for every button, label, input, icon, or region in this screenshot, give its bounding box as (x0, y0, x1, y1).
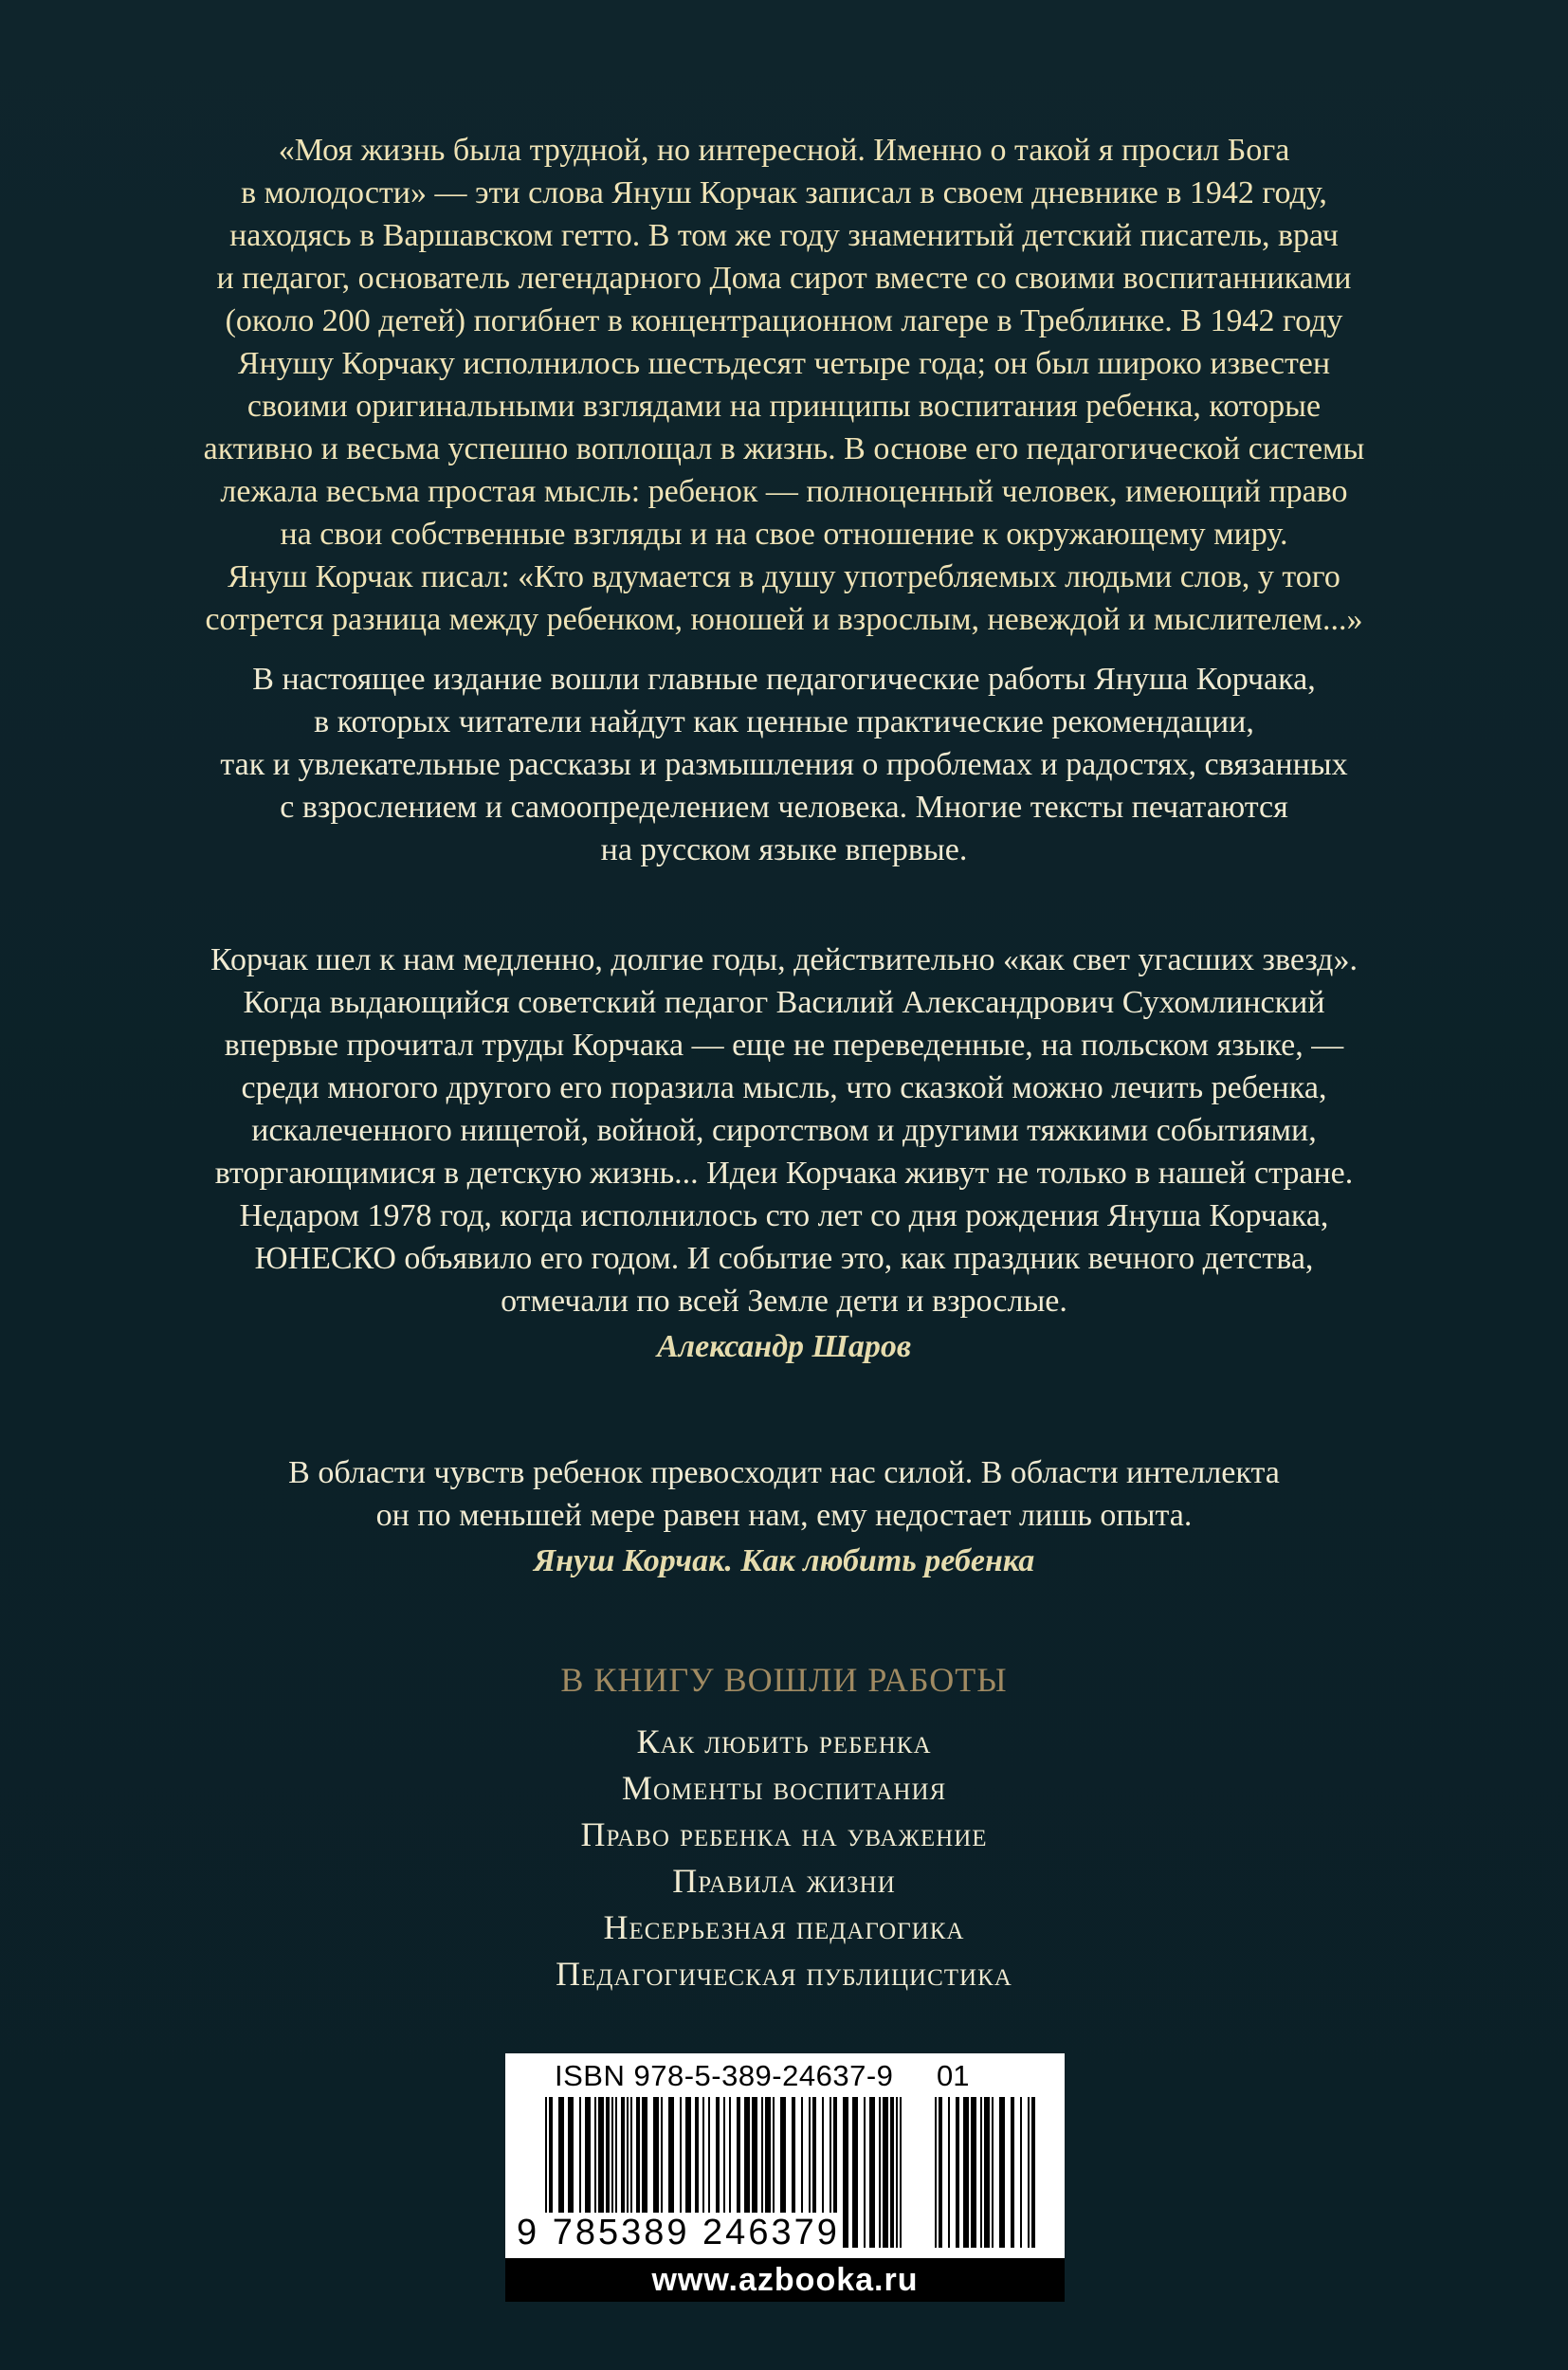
contents-item: Правила жизни (672, 1862, 896, 1900)
text-line: активно и весьма успешно воплощал в жизнь. В основе его педагогической системы (203, 431, 1365, 466)
contents-item: Педагогическая публицистика (556, 1955, 1012, 1993)
text-line: впервые прочитал труды Корчака — еще не переведенные, на польском языке, — (224, 1028, 1344, 1063)
contents-item: Как любить ребенка (636, 1723, 932, 1760)
text-line: с взрослением и самоопределением человека. Многие тексты печатаются (280, 790, 1288, 825)
text-line: Недаром 1978 год, когда исполнилось сто лет со дня рождения Януша Корчака, (239, 1198, 1329, 1233)
text-line: в молодости» — эти слова Януш Корчак записал в своем дневнике в 1942 году, (241, 175, 1327, 210)
text-line: Януш Корчак писал: «Кто вдумается в душу употребляемых людьми слов, у того (228, 559, 1340, 594)
text-line: Корчак шел к нам медленно, долгие годы, действительно «как свет угасших звезд». (210, 942, 1358, 977)
text-line: он по меньшей мере равен нам, ему недостает лишь опыта. (375, 1498, 1193, 1533)
text-line: на свои собственные взгляды и на свое отношение к окружающему миру. (280, 517, 1288, 552)
text-line: среди многого другого его поразила мысль, что сказкой можно лечить ребенка, (241, 1070, 1327, 1105)
text-line: «Моя жизнь была трудной, но интересной. Именно о такой я просил Бога (278, 133, 1290, 168)
text-line: на русском языке впервые. (600, 832, 968, 867)
isbn-barcode (505, 2053, 1065, 2258)
isbn-label: ISBN 978-5-389-24637-9 (555, 2059, 894, 2092)
quote-paragraph (133, 129, 1435, 641)
isbn-digits: 9 785389 246379 (517, 2213, 840, 2252)
text-line: Когда выдающийся советский педагог Василий Александрович Сухомлинский (243, 985, 1325, 1020)
text-line: В настоящее издание вошли главные педагогические работы Януша Корчака, (252, 662, 1316, 697)
text-line: вторгающимися в детскую жизнь... Идеи Корчака живут не только в нашей стране. (214, 1156, 1354, 1191)
text-line: отмечали по всей Земле дети и взрослые. (501, 1284, 1067, 1319)
contents-item: Несерьезная педагогика (603, 1908, 965, 1946)
text-line: в которых читатели найдут как ценные практические рекомендации, (314, 704, 1254, 739)
korczak-quote (133, 1451, 1435, 1582)
intro-paragraph (133, 658, 1435, 871)
contents-heading: В КНИГУ ВОШЛИ РАБОТЫ (560, 1661, 1008, 1699)
text-line: лежала весьма простая мысль: ребенок — полноценный человек, имеющий право (220, 474, 1348, 509)
text-line: искалеченного нищетой, войной, сиротством и другими тяжкими событиями, (251, 1113, 1317, 1148)
text-line: сотрется разница между ребенком, юношей и взрослым, невеждой и мыслителем...» (205, 602, 1363, 637)
website-strip (505, 2258, 1065, 2302)
publisher-website: www.azbooka.ru (651, 2262, 919, 2298)
isbn-addon-label: 01 (937, 2059, 970, 2092)
text-line: своими оригинальными взглядами на принципы воспитания ребенка, которые (246, 389, 1322, 424)
text-line: Янушу Корчаку исполнилось шестьдесят четыре года; он был широко известен (237, 346, 1331, 381)
sharov-paragraph (133, 939, 1435, 1368)
text-line: и педагог, основатель легендарного Дома сирот вместе со своими воспитанниками (216, 261, 1352, 296)
korczak-signature: Януш Корчак. Как любить ребенка (533, 1543, 1035, 1578)
sharov-signature: Александр Шаров (656, 1329, 912, 1364)
text-line: В области чувств ребенок превосходит нас силой. В области интеллекта (288, 1455, 1280, 1490)
contents-item: Моменты воспитания (621, 1769, 947, 1807)
text-line: находясь в Варшавском гетто. В том же году знаменитый детский писатель, врач (229, 218, 1339, 253)
text-line: (около 200 детей) погибнет в концентрационном лагере в Треблинке. В 1942 году (225, 303, 1343, 338)
text-line: так и увлекательные рассказы и размышления о проблемах и радостях, связанных (220, 747, 1348, 782)
contents-item: Право ребенка на уважение (580, 1815, 988, 1853)
contents-list (133, 1719, 1435, 1997)
text-line: ЮНЕСКО объявило его годом. И событие это, как праздник вечного детства, (254, 1241, 1314, 1276)
